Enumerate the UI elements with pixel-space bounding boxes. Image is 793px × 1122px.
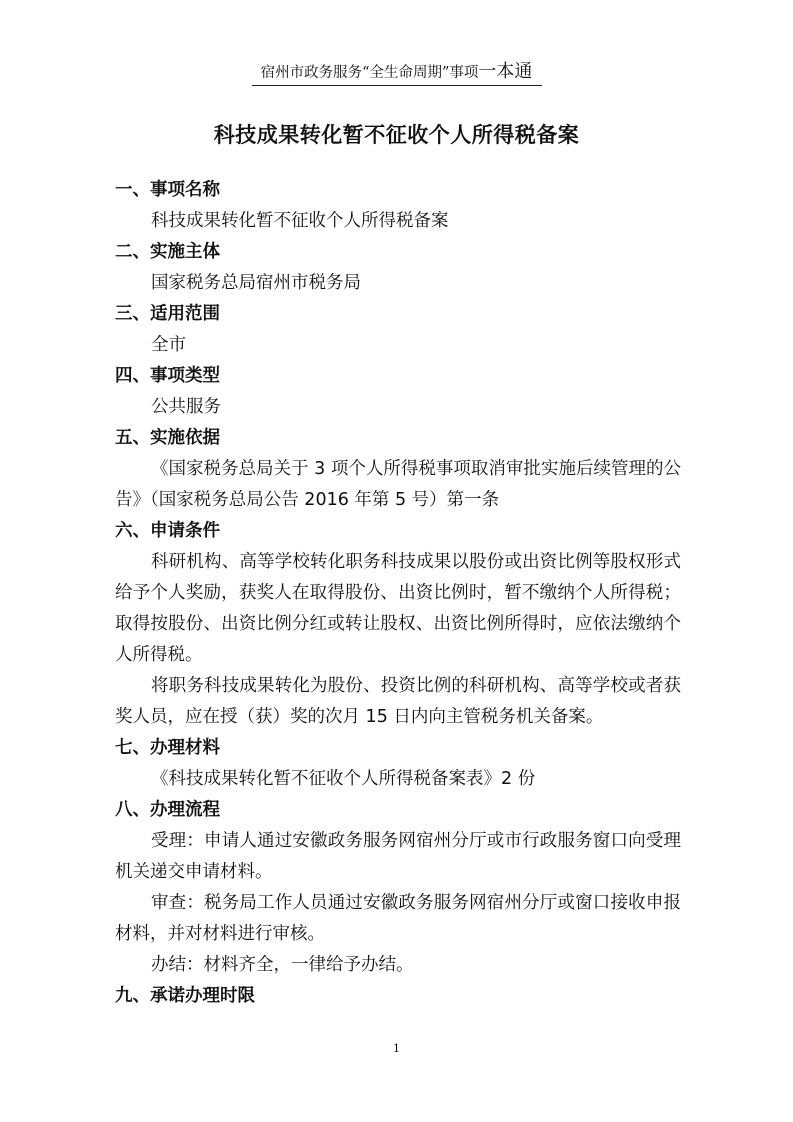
- section-heading-scope: 三、适用范围: [115, 304, 220, 324]
- section-content-item-name: 科技成果转化暂不征收个人所得税备案: [151, 211, 449, 231]
- section-paragraph-conditions-2: 将职务科技成果转化为股份、投资比例的科研机构、高等学校或者获奖人员，应在授（获）奖的次月 15 日内向主管税务机关备案。: [115, 676, 681, 727]
- section-paragraph-process-complete: 办结：材料齐全，一律给予办结。: [151, 955, 414, 975]
- document-body: [115, 175, 681, 1012]
- section-paragraph-process-review: 审查：税务局工作人员通过安徽政务服务网宿州分厅或窗口接收申报材料，并对材料进行审核。: [115, 893, 681, 944]
- document-title: 科技成果转化暂不征收个人所得税备案: [213, 123, 580, 147]
- page-number: 1: [393, 1042, 400, 1055]
- section-content-scope: 全市: [151, 335, 186, 355]
- section-heading-item-name: 一、事项名称: [115, 180, 220, 200]
- section-heading-time-limit: 九、承诺办理时限: [115, 986, 255, 1006]
- section-content-basis: 《国家税务总局关于 3 项个人所得税事项取消审批实施后续管理的公告》（国家税务总局公告 2016 年第 5 号）第一条: [115, 459, 681, 510]
- section-heading-type: 四、事项类型: [115, 366, 220, 386]
- section-paragraph-conditions-1: 科研机构、高等学校转化职务科技成果以股份或出资比例等股权形式给予个人奖励，获奖人在取得股份、出资比例时，暂不缴纳个人所得税；取得按股份、出资比例分红或转让股权、出资比例所得时，应依法缴纳个人所得税。: [115, 552, 681, 665]
- header-text: 宿州市政务服务“全生命周期”事项: [260, 65, 479, 81]
- section-heading-basis: 五、实施依据: [115, 428, 220, 448]
- section-heading-process: 八、办理流程: [115, 800, 220, 820]
- section-content-materials: 《科技成果转化暂不征收个人所得税备案表》2 份: [151, 769, 536, 789]
- section-paragraph-process-accept: 受理：申请人通过安徽政务服务网宿州分厅或市行政服务窗口向受理机关递交申请材料。: [115, 831, 681, 882]
- section-content-type: 公共服务: [151, 397, 221, 417]
- page-header: [0, 62, 793, 83]
- section-heading-materials: 七、办理材料: [115, 738, 220, 758]
- section-heading-conditions: 六、申请条件: [115, 521, 220, 541]
- section-heading-implementer: 二、实施主体: [115, 242, 220, 262]
- header-underline: [252, 85, 542, 86]
- header-text-suffix: 一本通: [478, 61, 533, 82]
- section-content-implementer: 国家税务总局宿州市税务局: [151, 273, 361, 293]
